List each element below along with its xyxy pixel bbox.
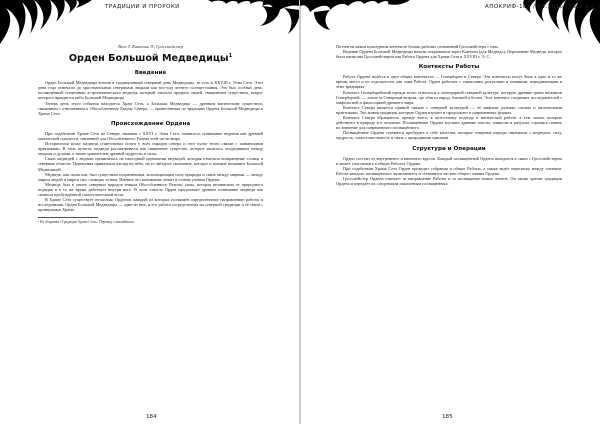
section-heading: Контексты Работы (418, 64, 480, 71)
article-title-text: Орден Большой Медведицы (68, 53, 229, 65)
page-number: 184 (146, 414, 157, 420)
article-title (38, 53, 263, 64)
paragraph: Контекст Севера является прямой связью с северной культурой — её мифами, рунами, сагами и магическими практиками. Это живая традиция, которую Орден изучает и продолжает в современных формах. (336, 104, 562, 115)
paragraph: Медведь был в опыте северных народов знаком Обособленного Разума: силы, которая независима от природного порядка и в то же время действует внутри него. В этом смысле Орден продолжает древнее понимание медведя как символа пробуждённой самостоятельной воли. (38, 181, 263, 197)
paragraph: Связь медведей с людьми проявлялась на ежегодной церемонии медведей, которая отмечала возвращение солнца в северные области. Церемония привлекала взгляд на небо, на то звёздное скопление, которое и поныне называют Большой Медведицей. (38, 156, 263, 172)
section-heading: Происхождение Ордена (110, 120, 191, 127)
running-head: АПОКРИФ-102 / 04.2016 (Ѣ5.2 e.n.) (485, 4, 600, 10)
paragraph: При содействии Храма Сета Орден проводит собрания и общие Работы, а также ведёт переписку между членами. Работа каждого посвящённого записывается и становится частью общего знания Ордена. (336, 165, 562, 176)
title-footnote-mark: 1 (228, 53, 233, 59)
byline: Веса Т. Кантони IV, Гроссмейстер (118, 44, 183, 49)
paragraph: Контекст Севера обращается, прежде всего, к целостному подходу к магической работе, к тем силам, которые действуют в природе и в человеке. Посвящённые Ордена изучают древние тексты, символы и ритуалы, стремясь понять их значение для современного посвящённого. (336, 115, 562, 131)
paragraph: Орден Большой Медведицы возник в традиционный северный день Медведицы, то есть в XXVIII г. Эона Сета. Этот день года отмечали до христианскими северными людьми как вос-ход летнего солнцестояния. Это был особый день, посвящённый почитанию астрономического медведя, который считали предком людей, священным существом, вокруг которого вращается небо Большой Медведицы. (38, 80, 263, 101)
article-column-continued (336, 16, 562, 186)
section-heading: Введение (134, 70, 167, 77)
footnote: ¹ Из сборника «Традиции Храма Сета». Перевод с английского. (38, 219, 135, 224)
article-column (38, 44, 263, 224)
paragraph: Исторически культ медведя существовал почти у всех народов севера и этот культ тесно связан с шаманскими практиками. В этих культах медведя рассматривали как священное существо, которое являлось посредником между людьми и духами, а также хранителем древней мудрости и силы. (38, 141, 263, 157)
paragraph: Контекст Гиперборейский прежде всего относится к легендарной северной культуре, которую древние греки называли Гипербореей, — земле за Северным ветром, где обитал народ, близкий к богам. Этот контекст соединяет исследователей с мифологией и философией древнего мира. (336, 89, 562, 105)
paragraph: Орден состоит из внутреннего и внешнего кругов. Каждый посвящённый Ордена находится в связи с Гроссмейстером и может участвовать в общих Работах Ордена. (336, 155, 562, 166)
paragraph: Теперь день этого события находится Храм Сета, а Большая Медведица — древним магическим существом, связанным с отношением к Обособленному Разуму Севера, — принесённым по традиции Ордена Большой Медведицы в Храме Сета. (38, 100, 263, 116)
right-page (300, 0, 600, 424)
page-number: 185 (442, 414, 453, 420)
paragraph: Поттен на каком культурном контексте близко рабочих отношений Гроссмейстера с ним. (336, 44, 499, 49)
paragraph: Посвящённые Ордена стремятся пробудить в себе качества, которые северные народы связывали с медведем: силу, мудрость, самостоятельность и связь с природными циклами. (336, 130, 562, 141)
paragraph: В Храме Сета существует несколько Орденов, каждый из которых посвящён определённому направлению работы и исследования. Орден Большой Медведицы — один из них, и его работа сосредоточена на северной традиции и её связи с принципами Храма. (38, 197, 263, 213)
paragraph: Гроссмейстер Ордена отвечает за направление Работы и за посвящение новых членов. Он также хранит традиции Ордена и передаёт их следующим поколениям посвящённых. (336, 175, 562, 186)
section-heading: Структура и Операции (412, 145, 486, 152)
paragraph: При содействии Храма Сета на Севере, начиная с XXVI г. Эона Сета, появилось понимание ведения как древней магической сущности, связанной для Обособленного Разума этой части мира. (38, 130, 263, 141)
footnote-divider (38, 217, 98, 218)
running-head: ТРАДИЦИИ И ПРОРОКИ (105, 4, 180, 10)
paragraph: Ведение Ордена Большой Медведицы начали открываться через Кантони (для Медведь), Церемонию Медведя, которое была написана Гроссмейстером как Работа Ордена для Храма Сета в XXVIII г. Э. С. (336, 49, 562, 60)
paragraph: Работа Ордена ведётся в двух общих контекстах — Гипербореи и Севера. Эти контексты могут быть в одно и то же время, могут и по отдельности, как сама Работа. Орден работает с символами, ритуалами и знаниями, передаваемыми в этих традициях. (336, 74, 562, 90)
paragraph: Медведь, как полагали, был существом пограничным, воплощающим силу природы и связь между мирами — между миром людей и миром сил, стоящих за ним. Именно это понимание лежит в основе учения Ордена. (38, 171, 263, 182)
